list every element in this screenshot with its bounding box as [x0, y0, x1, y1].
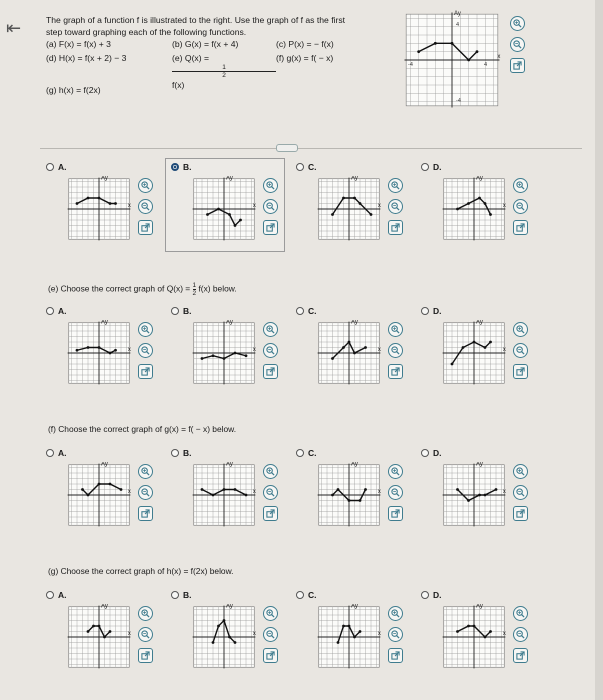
curve-point	[331, 357, 334, 360]
fraction-one-half	[172, 64, 276, 79]
zoom-in-icon[interactable]	[138, 606, 153, 621]
x-axis-label: x	[502, 489, 506, 495]
curve-point	[109, 352, 112, 355]
y-axis-label: Ay	[226, 462, 233, 468]
y-axis-label: Ay	[351, 320, 358, 326]
zoom-out-icon[interactable]	[513, 485, 528, 500]
graph-tools	[138, 178, 153, 235]
back-arrow-icon[interactable]: ⇤	[6, 18, 22, 39]
curve-point	[370, 213, 373, 216]
question-text: (g) Choose the correct graph of h(x) = f(2x) below.	[48, 566, 234, 576]
intro-line-2: step toward graphing each of the following functions.	[46, 27, 247, 37]
curve-point	[467, 499, 470, 502]
y-axis-label: Ay	[101, 320, 108, 326]
popout-icon[interactable]	[138, 506, 153, 521]
tick-label: 4	[456, 22, 460, 28]
option-b[interactable]	[171, 448, 192, 458]
radio-button[interactable]	[296, 307, 304, 315]
popout-icon[interactable]	[263, 506, 278, 521]
curve-point	[478, 494, 481, 497]
option-graph[interactable]	[441, 320, 507, 391]
graph-tools	[513, 322, 528, 379]
curve-point	[234, 352, 237, 355]
curve-point	[451, 363, 454, 366]
curve-point	[342, 346, 345, 349]
graph-tools	[513, 178, 528, 235]
curve-point	[462, 346, 465, 349]
curve-point	[359, 202, 362, 205]
radio-button[interactable]	[296, 449, 304, 457]
graph-tools	[263, 464, 278, 521]
option-letter: C.	[308, 162, 317, 172]
option-c[interactable]	[296, 448, 317, 458]
option-graph[interactable]	[191, 320, 257, 391]
option-graph[interactable]	[191, 462, 257, 533]
curve-point	[92, 625, 95, 628]
curve-point	[98, 197, 101, 200]
graph-tools	[138, 606, 153, 663]
zoom-out-icon[interactable]	[513, 627, 528, 642]
zoom-in-icon[interactable]	[513, 464, 528, 479]
x-axis-label: x	[377, 347, 381, 353]
curve-point	[484, 494, 487, 497]
popout-icon[interactable]	[263, 364, 278, 379]
radio-button[interactable]	[171, 307, 179, 315]
option-letter: B.	[183, 306, 192, 316]
radio-button[interactable]	[421, 307, 429, 315]
y-axis-label: Ay	[454, 11, 461, 17]
curve-point	[456, 208, 459, 211]
graph-tools	[388, 464, 403, 521]
option-graph[interactable]	[316, 462, 382, 533]
option-letter: A.	[58, 448, 67, 458]
option-letter: B.	[183, 590, 192, 600]
option-letter: A.	[58, 306, 67, 316]
problem-statement	[46, 14, 391, 98]
curve-point	[364, 346, 367, 349]
curve-point	[87, 494, 90, 497]
function-e	[172, 52, 276, 90]
y-axis-label: Ay	[351, 604, 358, 610]
curve-point	[109, 630, 112, 633]
radio-button[interactable]	[46, 449, 54, 457]
option-d[interactable]	[421, 162, 442, 172]
curve-point	[81, 488, 84, 491]
curve-point	[495, 488, 498, 491]
zoom-out-icon[interactable]	[388, 199, 403, 214]
radio-button[interactable]	[421, 591, 429, 599]
option-graph[interactable]	[66, 462, 132, 533]
y-axis-label: Ay	[476, 604, 483, 610]
curve-point	[353, 352, 356, 355]
function-c: (c) P(x) = − f(x)	[276, 39, 334, 49]
curve-point	[467, 625, 470, 628]
x-axis-label: x	[252, 489, 256, 495]
radio-button[interactable]	[296, 163, 304, 171]
graph-tools	[388, 322, 403, 379]
zoom-in-icon[interactable]	[513, 178, 528, 193]
popout-icon[interactable]	[513, 364, 528, 379]
popout-icon[interactable]	[388, 364, 403, 379]
option-plot	[441, 604, 507, 670]
option-plot	[191, 176, 257, 242]
popout-icon[interactable]	[263, 220, 278, 235]
zoom-out-icon[interactable]	[263, 343, 278, 358]
curve-point	[109, 483, 112, 486]
popout-icon[interactable]	[138, 220, 153, 235]
graph-tools	[513, 464, 528, 521]
zoom-out-icon[interactable]	[388, 627, 403, 642]
option-a[interactable]	[46, 448, 67, 458]
curve-point	[476, 50, 479, 53]
x-axis-label: x	[127, 489, 131, 495]
curve-point	[337, 641, 340, 644]
question-prefix: (e) Choose the correct graph of Q(x) =	[48, 283, 193, 294]
x-axis-label: x	[252, 347, 256, 353]
option-plot	[316, 462, 382, 528]
curve-point	[484, 202, 487, 205]
y-axis-label: Ay	[476, 176, 483, 182]
y-axis-label: Ay	[226, 176, 233, 182]
option-plot	[316, 320, 382, 386]
graph-tools	[513, 606, 528, 663]
y-axis-label: Ay	[101, 176, 108, 182]
curve-point	[120, 488, 123, 491]
curve-point	[87, 197, 90, 200]
curve-point	[467, 59, 470, 62]
option-letter: A.	[58, 162, 67, 172]
option-plot	[191, 462, 257, 528]
option-graph[interactable]	[316, 604, 382, 675]
curve-point	[234, 488, 237, 491]
tick-label: -4	[408, 62, 413, 68]
option-b[interactable]	[171, 162, 192, 172]
option-d[interactable]	[421, 448, 442, 458]
zoom-out-icon[interactable]	[263, 485, 278, 500]
option-letter: B.	[183, 162, 192, 172]
curve-point	[451, 42, 454, 45]
zoom-out-icon[interactable]	[138, 627, 153, 642]
intro-line-1: The graph of a function f is illustrated to the right. Use the graph of f as the first	[46, 15, 346, 25]
zoom-out-icon[interactable]	[513, 343, 528, 358]
zoom-out-icon[interactable]	[388, 343, 403, 358]
curve-point	[228, 213, 231, 216]
zoom-in-icon[interactable]	[263, 322, 278, 337]
option-graph[interactable]	[316, 176, 382, 247]
curve-point	[484, 636, 487, 639]
option-b[interactable]	[171, 306, 192, 316]
curve-point	[489, 630, 492, 633]
curve-point	[239, 219, 242, 222]
y-axis-label: Ay	[351, 176, 358, 182]
popout-icon[interactable]	[138, 364, 153, 379]
curve-point	[364, 488, 367, 491]
popout-icon[interactable]	[388, 648, 403, 663]
function-d: (d) H(x) = f(x + 2) − 3	[46, 53, 127, 63]
curve-point	[223, 357, 226, 360]
curve-point	[473, 341, 476, 344]
option-graph[interactable]	[191, 604, 257, 675]
x-axis-label: x	[497, 54, 501, 60]
curve-point	[489, 341, 492, 344]
radio-button[interactable]	[171, 591, 179, 599]
option-plot	[66, 176, 132, 242]
zoom-in-icon[interactable]	[263, 178, 278, 193]
zoom-in-icon[interactable]	[388, 606, 403, 621]
option-graph[interactable]	[66, 604, 132, 675]
zoom-in-icon[interactable]	[138, 178, 153, 193]
option-plot	[66, 604, 132, 670]
curve-point	[337, 488, 340, 491]
function-a: (a) F(x) = f(x) + 3	[46, 39, 111, 49]
curve-point	[114, 202, 117, 205]
scrollbar[interactable]	[595, 0, 603, 700]
curve-point	[201, 357, 204, 360]
curve-point	[478, 197, 481, 200]
option-letter: D.	[433, 162, 442, 172]
popout-icon[interactable]	[138, 648, 153, 663]
zoom-in-icon[interactable]	[513, 606, 528, 621]
curve-point	[434, 42, 437, 45]
zoom-out-icon[interactable]	[138, 199, 153, 214]
option-d[interactable]	[421, 306, 442, 316]
functions-row-1	[46, 38, 391, 52]
option-c[interactable]	[296, 162, 317, 172]
question-suffix: f(x) below.	[196, 283, 237, 294]
popout-icon[interactable]	[513, 506, 528, 521]
curve-point	[223, 488, 226, 491]
zoom-out-icon[interactable]	[138, 343, 153, 358]
x-axis-label: x	[377, 631, 381, 637]
graph-tools	[388, 606, 403, 663]
x-axis-label: x	[252, 203, 256, 209]
option-c[interactable]	[296, 590, 317, 600]
option-d[interactable]	[421, 590, 442, 600]
x-axis-label: x	[252, 631, 256, 637]
curve-point	[359, 499, 362, 502]
y-axis-label: Ay	[476, 320, 483, 326]
tick-label: -4	[456, 98, 461, 104]
curve-point	[103, 636, 106, 639]
x-axis-label: x	[502, 631, 506, 637]
popout-icon[interactable]	[388, 220, 403, 235]
y-axis-label: Ay	[101, 604, 108, 610]
curve-point	[201, 488, 204, 491]
option-letter: C.	[308, 306, 317, 316]
y-axis-label: Ay	[226, 320, 233, 326]
option-letter: D.	[433, 590, 442, 600]
option-plot	[66, 320, 132, 386]
zoom-out-icon[interactable]	[263, 199, 278, 214]
x-axis-label: x	[502, 203, 506, 209]
x-axis-label: x	[377, 489, 381, 495]
option-plot	[441, 176, 507, 242]
radio-button[interactable]	[171, 449, 179, 457]
zoom-in-icon[interactable]	[510, 16, 525, 31]
curve-point	[359, 630, 362, 633]
function-e-suffix: f(x)	[172, 80, 185, 90]
y-axis-label: Ay	[226, 604, 233, 610]
section-divider	[40, 148, 582, 149]
popout-icon[interactable]	[263, 648, 278, 663]
radio-button[interactable]	[296, 591, 304, 599]
zoom-out-icon[interactable]	[513, 199, 528, 214]
option-a[interactable]	[46, 590, 67, 600]
reference-graph	[402, 10, 502, 115]
zoom-out-icon[interactable]	[138, 485, 153, 500]
curve-point	[417, 50, 420, 53]
curve-point	[245, 494, 248, 497]
option-plot	[316, 604, 382, 670]
curve-point	[234, 641, 237, 644]
curve-point	[234, 224, 237, 227]
x-axis-label: x	[127, 347, 131, 353]
curve-point	[348, 341, 351, 344]
x-axis-label: x	[127, 203, 131, 209]
curve-point	[217, 208, 220, 211]
curve-point	[87, 346, 90, 349]
curve-point	[206, 213, 209, 216]
option-plot	[66, 462, 132, 528]
option-graph[interactable]	[191, 176, 257, 247]
option-graph[interactable]	[441, 462, 507, 533]
curve-point	[245, 354, 248, 357]
option-graph[interactable]	[316, 320, 382, 391]
option-letter: D.	[433, 448, 442, 458]
function-b: (b) G(x) = f(x + 4)	[172, 39, 239, 49]
x-axis-label: x	[127, 631, 131, 637]
curve-point	[98, 625, 101, 628]
graph-tools	[138, 464, 153, 521]
curve-point	[456, 488, 459, 491]
curve-point	[114, 349, 117, 352]
zoom-in-icon[interactable]	[388, 464, 403, 479]
radio-button[interactable]	[46, 163, 54, 171]
curve-point	[76, 349, 79, 352]
option-plot	[441, 462, 507, 528]
curve-point	[342, 197, 345, 200]
y-axis-label: Ay	[351, 462, 358, 468]
curve-point	[353, 636, 356, 639]
curve-point	[331, 494, 334, 497]
popout-icon[interactable]	[513, 220, 528, 235]
curve-point	[98, 483, 101, 486]
zoom-in-icon[interactable]	[388, 322, 403, 337]
graph-tools	[510, 16, 525, 73]
function-f: (f) g(x) = f( − x)	[276, 53, 334, 63]
curve-point	[348, 499, 351, 502]
fraction-one-half: $\frac{1}{2}$	[192, 282, 197, 297]
graph-tools	[388, 178, 403, 235]
option-plot	[191, 320, 257, 386]
graph-tools	[263, 322, 278, 379]
curve-point	[342, 625, 345, 628]
question-text: (f) Choose the correct graph of g(x) = f( − x) below.	[48, 424, 237, 434]
curve-point	[473, 625, 476, 628]
radio-button[interactable]	[421, 163, 429, 171]
curve-point	[87, 630, 90, 633]
curve-point	[109, 202, 112, 205]
curve-point	[456, 630, 459, 633]
drag-handle[interactable]	[276, 144, 298, 152]
zoom-out-icon[interactable]	[510, 37, 525, 52]
graph-tools	[138, 322, 153, 379]
option-graph[interactable]	[441, 604, 507, 675]
curve-point	[348, 625, 351, 628]
y-axis-label: Ay	[101, 462, 108, 468]
zoom-in-icon[interactable]	[138, 322, 153, 337]
option-letter: D.	[433, 306, 442, 316]
option-plot	[316, 176, 382, 242]
option-b[interactable]	[171, 590, 192, 600]
option-graph[interactable]	[66, 320, 132, 391]
graph-tools	[263, 178, 278, 235]
x-axis-label: x	[377, 203, 381, 209]
zoom-out-icon[interactable]	[388, 485, 403, 500]
option-letter: C.	[308, 590, 317, 600]
curve-point	[467, 202, 470, 205]
fraction-numerator: 1	[172, 64, 276, 72]
graph-tools	[263, 606, 278, 663]
option-a[interactable]	[46, 162, 67, 172]
zoom-in-icon[interactable]	[138, 464, 153, 479]
option-plot	[441, 320, 507, 386]
zoom-in-icon[interactable]	[388, 178, 403, 193]
zoom-in-icon[interactable]	[513, 322, 528, 337]
function-g: (g) h(x) = f(2x)	[46, 85, 101, 95]
curve-point	[212, 641, 215, 644]
curve-point	[212, 354, 215, 357]
radio-button[interactable]	[171, 163, 179, 171]
option-a[interactable]	[46, 306, 67, 316]
zoom-out-icon[interactable]	[263, 627, 278, 642]
question-text	[48, 282, 237, 297]
option-letter: C.	[308, 448, 317, 458]
option-letter: B.	[183, 448, 192, 458]
x-axis-label: x	[502, 347, 506, 353]
tick-label: 4	[484, 62, 488, 68]
fraction-denominator: 2	[222, 72, 226, 79]
curve-point	[353, 197, 356, 200]
popout-icon[interactable]	[510, 58, 525, 73]
option-c[interactable]	[296, 306, 317, 316]
option-plot	[191, 604, 257, 670]
curve-point	[331, 213, 334, 216]
popout-icon[interactable]	[513, 648, 528, 663]
radio-button[interactable]	[46, 307, 54, 315]
curve-point	[212, 494, 215, 497]
reference-plot	[402, 10, 502, 110]
curve-point	[489, 213, 492, 216]
radio-button[interactable]	[46, 591, 54, 599]
zoom-in-icon[interactable]	[263, 464, 278, 479]
curve-point	[484, 346, 487, 349]
curve-point	[217, 625, 220, 628]
option-letter: A.	[58, 590, 67, 600]
curve-point	[76, 202, 79, 205]
option-graph[interactable]	[441, 176, 507, 247]
function-e-prefix: (e) Q(x) =	[172, 53, 210, 63]
option-graph[interactable]	[66, 176, 132, 247]
radio-button[interactable]	[421, 449, 429, 457]
curve-point	[228, 636, 231, 639]
curve-point	[223, 619, 226, 622]
y-axis-label: Ay	[476, 462, 483, 468]
zoom-in-icon[interactable]	[263, 606, 278, 621]
popout-icon[interactable]	[388, 506, 403, 521]
curve-point	[98, 346, 101, 349]
